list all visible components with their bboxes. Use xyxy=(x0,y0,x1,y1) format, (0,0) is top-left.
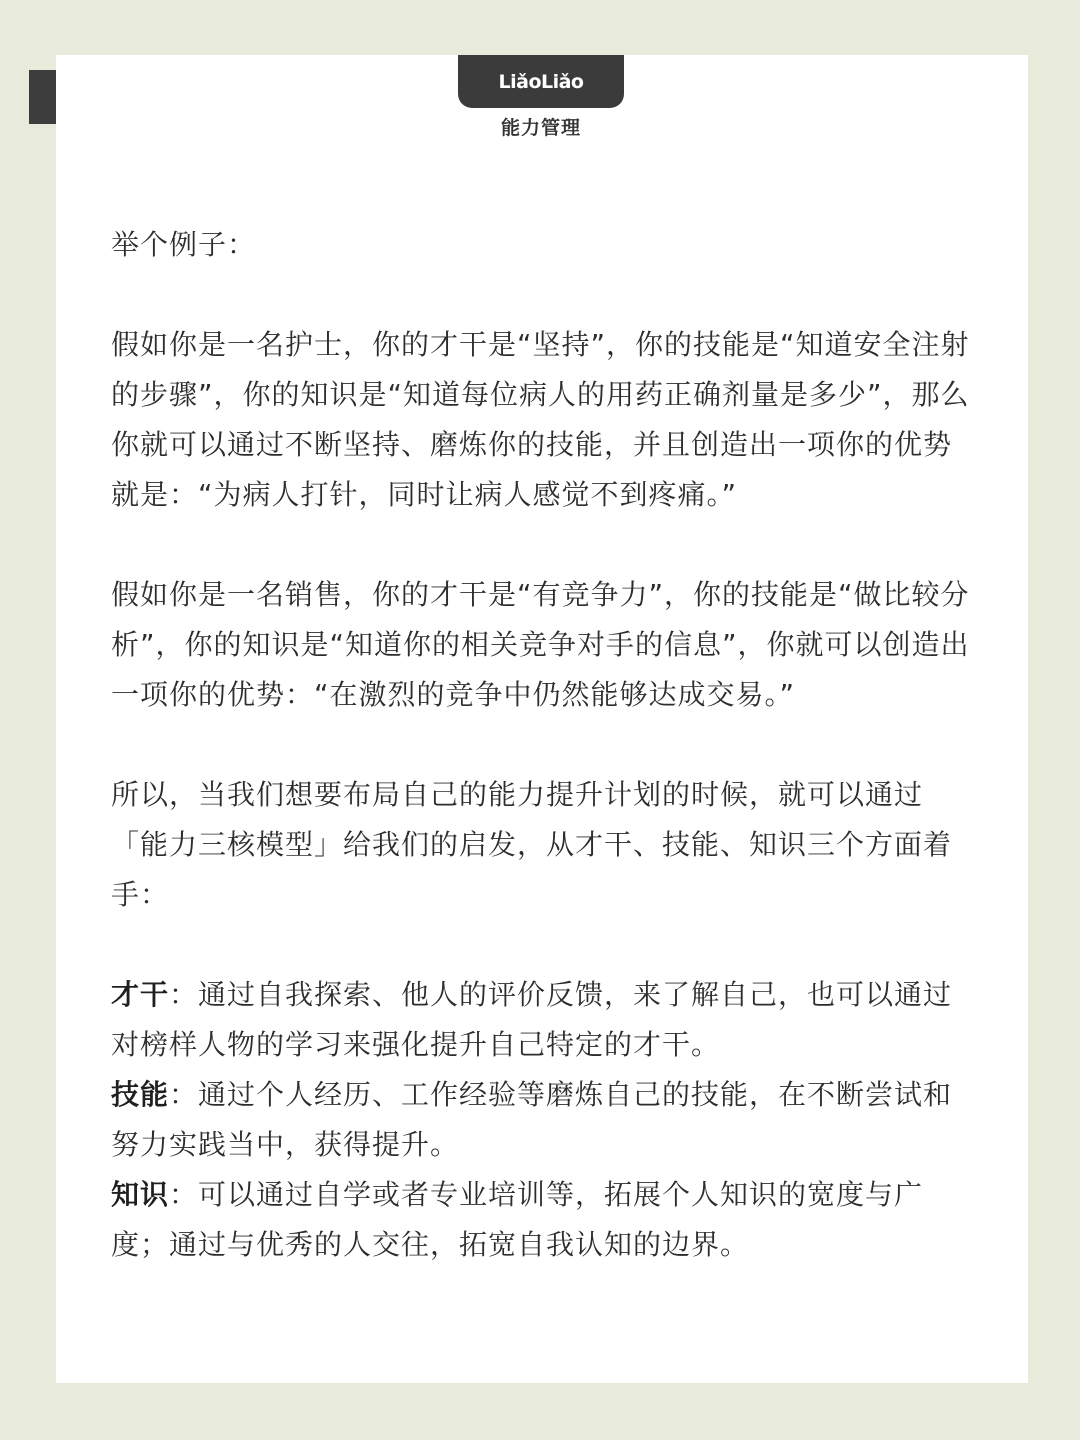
skill-item xyxy=(111,1070,977,1170)
summary-paragraph: 所以，当我们想要布局自己的能力提升计划的时候，就可以通过「能力三核模型」给我们的启发，从才干、技能、知识三个方面着手： xyxy=(111,778,953,911)
knowledge-text: ：可以通过自学或者专业培训等，拓展个人知识的宽度与广度；通过与优秀的人交往，拓宽自我认知的边界。 xyxy=(111,1178,924,1261)
talent-item xyxy=(111,970,977,1070)
content-card xyxy=(56,55,1028,1383)
intro-paragraph: 举个例子： xyxy=(111,228,257,261)
nurse-example-paragraph: 假如你是一名护士，你的才干是“坚持”，你的技能是“知道安全注射的步骤”，你的知识是“知道每位病人的用药正确剂量是多少”，那么你就可以通过不断坚持、磨炼你的技能，并且创造出一项你的优势就是：“为病人打针，同时让病人感觉不到疼痛。” xyxy=(111,328,970,511)
page-subtitle: 能力管理 xyxy=(500,117,581,139)
talent-text: ：通过自我探索、他人的评价反馈，来了解自己，也可以通过对榜样人物的学习来强化提升自己特定的才干。 xyxy=(111,978,953,1061)
knowledge-item xyxy=(111,1170,977,1270)
article-body xyxy=(111,220,977,1270)
talent-label: 才干 xyxy=(111,978,170,1011)
skill-label: 技能 xyxy=(111,1078,170,1111)
brand-logo-tab xyxy=(458,55,624,108)
skill-text: ：通过个人经历、工作经验等磨炼自己的技能，在不断尝试和努力实践当中，获得提升。 xyxy=(111,1078,953,1161)
sales-example-paragraph: 假如你是一名销售，你的才干是“有竞争力”，你的技能是“做比较分析”，你的知识是“知道你的相关竞争对手的信息”，你就可以创造出一项你的优势：“在激烈的竞争中仍然能够达成交易。” xyxy=(111,578,970,711)
side-bookmark-tab xyxy=(29,70,56,124)
knowledge-label: 知识 xyxy=(111,1178,170,1211)
brand-logo: LiǎoLiǎo xyxy=(498,70,584,93)
